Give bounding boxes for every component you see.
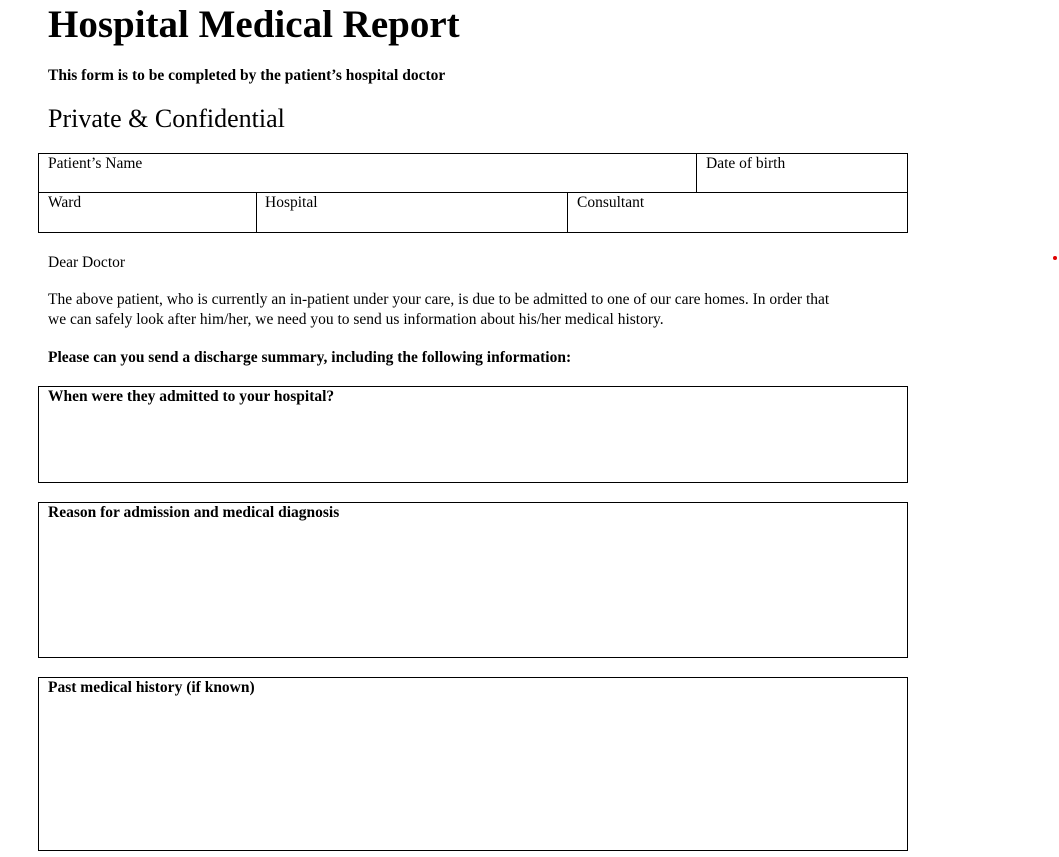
medical-history-box[interactable] [38, 677, 908, 851]
discharge-request: Please can you send a discharge summary, including the following information: [48, 349, 572, 366]
red-mark [1053, 256, 1057, 260]
page-title: Hospital Medical Report [48, 3, 460, 46]
letter-paragraph-line-2: we can safely look after him/her, we need you to send us information about his/her medical history. [48, 311, 664, 328]
patient-name-field[interactable]: Patient’s Name [48, 155, 143, 172]
medical-history-label: Past medical history (if known) [48, 679, 255, 696]
admission-reason-box[interactable] [38, 502, 908, 658]
salutation: Dear Doctor [48, 254, 126, 271]
ward-field[interactable]: Ward [48, 194, 82, 211]
admission-reason-label: Reason for admission and medical diagnosis [48, 504, 340, 521]
row-divider [39, 192, 907, 193]
letter-paragraph-line-1: The above patient, who is currently an in-patient under your care, is due to be admitted to one of our care homes. In order that [48, 291, 830, 308]
patient-details-table [38, 153, 908, 233]
confidential-heading: Private & Confidential [48, 104, 285, 133]
form-instruction: This form is to be completed by the patient’s hospital doctor [48, 67, 446, 84]
divider-dob [696, 154, 697, 192]
admission-date-label: When were they admitted to your hospital? [48, 388, 335, 405]
hospital-field[interactable]: Hospital [265, 194, 318, 211]
admission-date-box[interactable] [38, 386, 908, 483]
divider-hospital [256, 192, 257, 232]
divider-consultant [567, 192, 568, 232]
consultant-field[interactable]: Consultant [577, 194, 645, 211]
date-of-birth-field[interactable]: Date of birth [706, 155, 786, 172]
